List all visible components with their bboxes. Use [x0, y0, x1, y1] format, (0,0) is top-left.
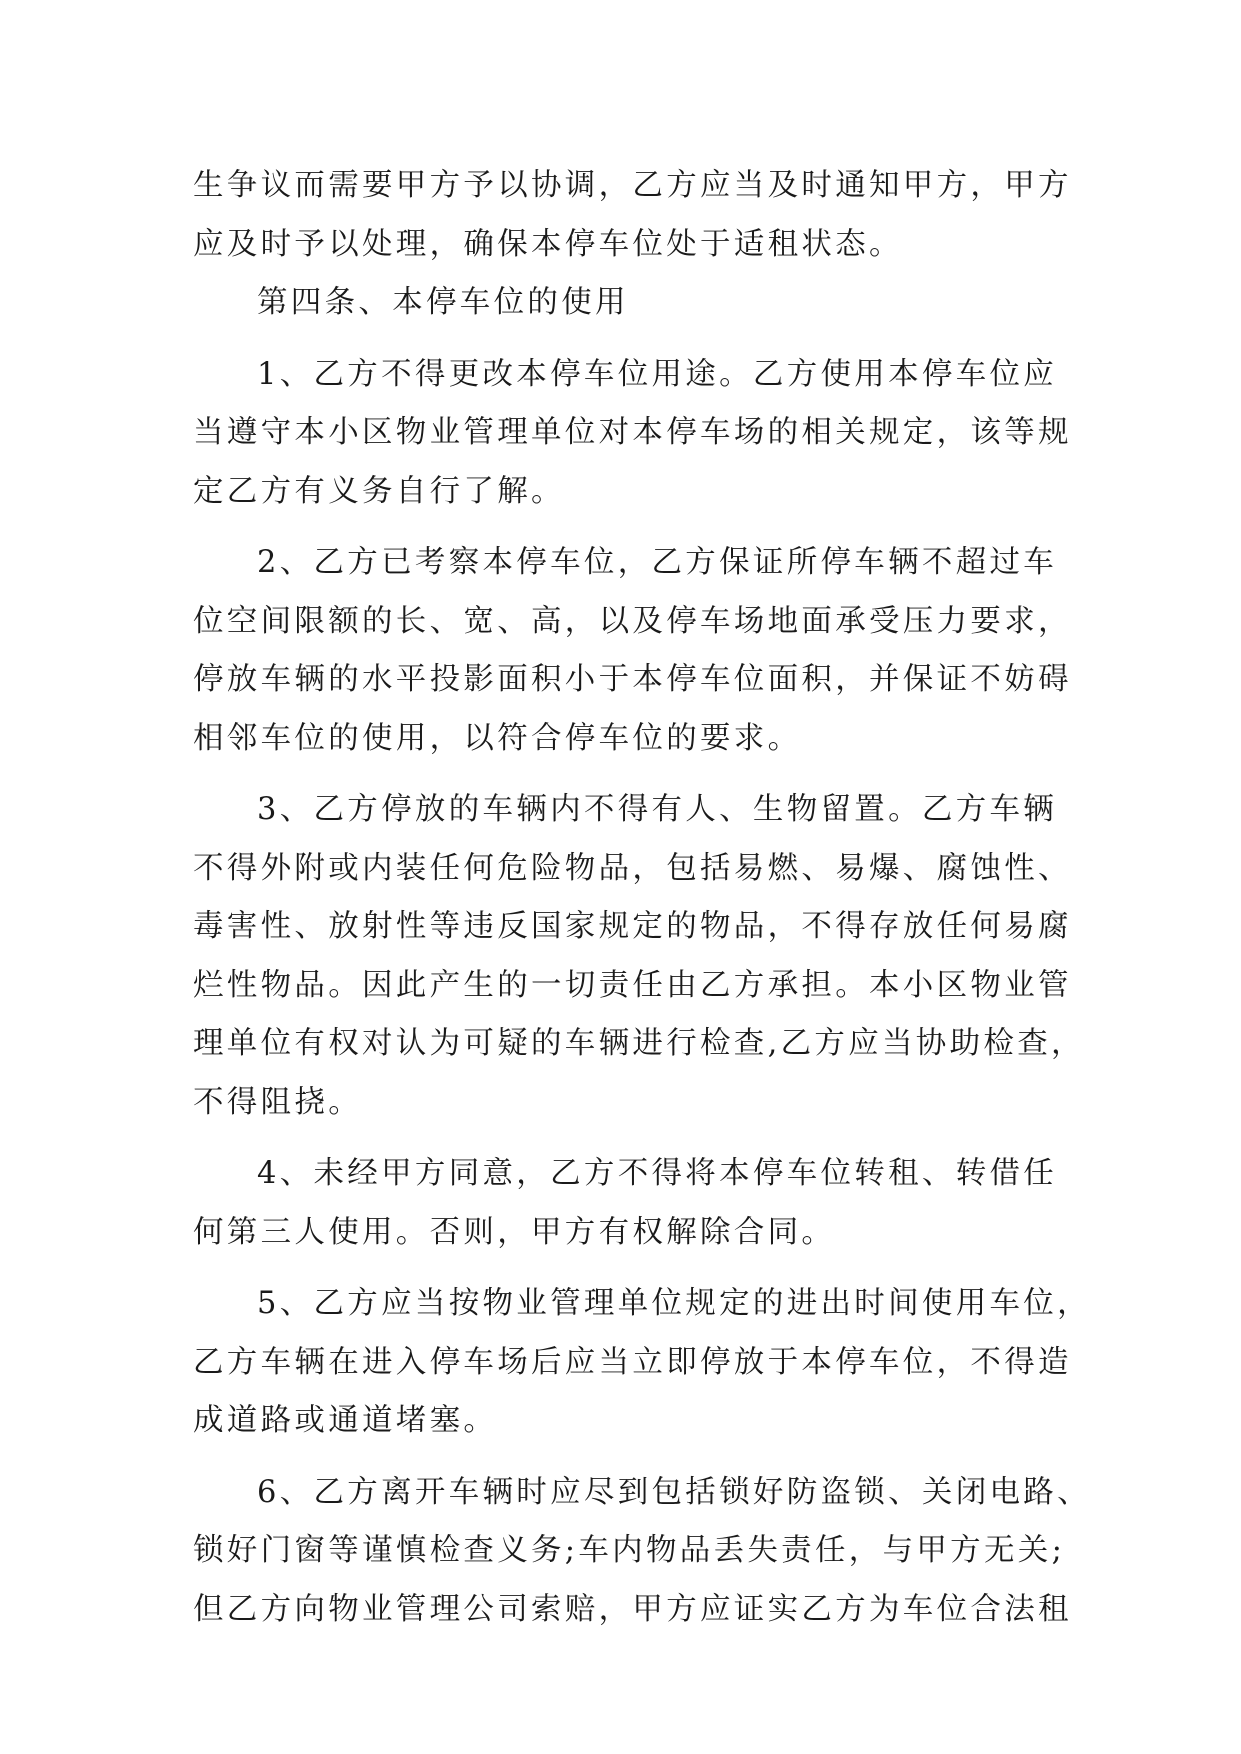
clause-3-line: 3、乙方停放的车辆内不得有人、生物留置。乙方车辆: [257, 792, 1058, 827]
paragraph-continued-line: 应及时予以处理，确保本停车位处于适租状态。: [193, 226, 903, 262]
clause-4-line: 何第三人使用。否则，甲方有权解除合同。: [193, 1214, 836, 1250]
clause-6-line: 锁好门窗等谨慎检查义务;车内物品丢失责任，与甲方无关;: [193, 1533, 1066, 1568]
clause-6-line: 但乙方向物业管理公司索赔，甲方应证实乙方为车位合法租: [193, 1591, 1072, 1627]
clause-5-line: 乙方车辆在进入停车场后应当立即停放于本停车位，不得造: [193, 1344, 1072, 1380]
paragraph-continued-line: 生争议而需要甲方予以协调，乙方应当及时通知甲方，甲方: [193, 168, 1072, 203]
document-body: [193, 157, 1091, 1639]
clause-1-line: 1、乙方不得更改本停车位用途。乙方使用本停车位应: [257, 356, 1058, 392]
clause-2-line: 停放车辆的水平投影面积小于本停车位面积，并保证不妨碍: [193, 662, 1072, 697]
clause-3-line: 烂性物品。因此产生的一切责任由乙方承担。本小区物业管: [193, 967, 1072, 1003]
clause-6-line: 6、乙方离开车辆时应尽到包括锁好防盗锁、关闭电路、: [257, 1474, 1091, 1510]
clause-2-line: 相邻车位的使用，以符合停车位的要求。: [193, 720, 802, 756]
clause-5-line: 5、乙方应当按物业管理单位规定的进出时间使用车位，: [257, 1286, 1091, 1321]
article-heading: 第四条、本停车位的使用: [257, 285, 629, 320]
clause-5-line: 成道路或通道堵塞。: [193, 1403, 498, 1438]
clause-3-line: 理单位有权对认为可疑的车辆进行检查,乙方应当协助检查，: [193, 1026, 1085, 1061]
clause-1-line: 定乙方有义务自行了解。: [193, 473, 565, 509]
clause-4-line: 4、未经甲方同意，乙方不得将本停车位转租、转借任: [257, 1156, 1058, 1191]
clause-2-line: 位空间限额的长、宽、高，以及停车场地面承受压力要求，: [193, 603, 1072, 639]
clause-3-line: 不得外附或内装任何危险物品，包括易燃、易爆、腐蚀性、: [193, 850, 1072, 886]
clause-3-line: 毒害性、放射性等违反国家规定的物品，不得存放任何易腐: [193, 909, 1072, 944]
clause-1-line: 当遵守本小区物业管理单位对本停车场的相关规定，该等规: [193, 415, 1072, 450]
clause-2-line: 2、乙方已考察本停车位，乙方保证所停车辆不超过车: [257, 545, 1058, 580]
clause-3-line: 不得阻挠。: [193, 1084, 362, 1120]
